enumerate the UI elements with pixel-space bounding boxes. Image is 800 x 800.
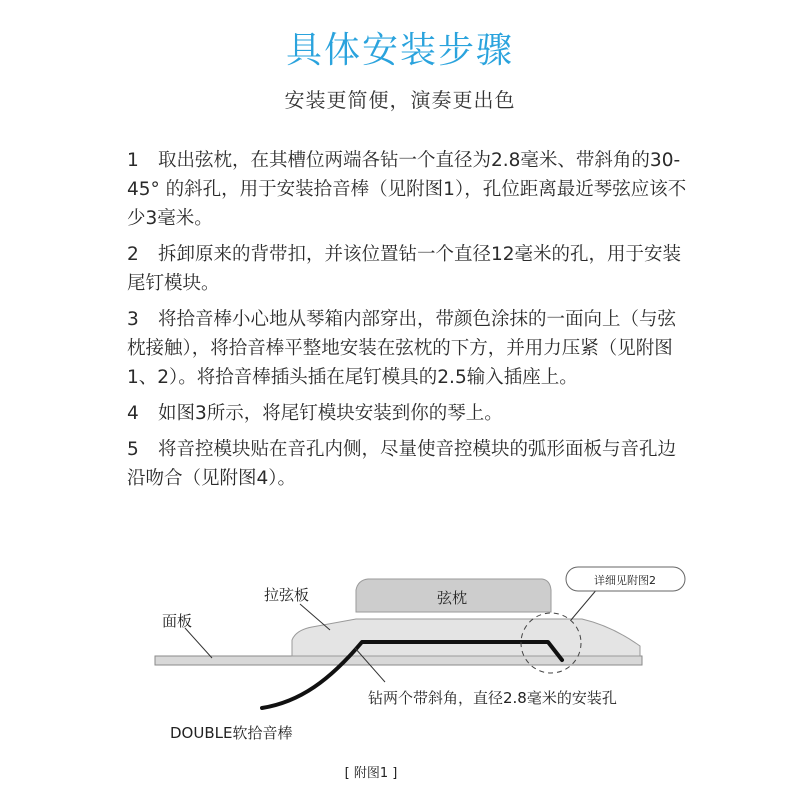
top-panel-strip bbox=[155, 656, 642, 665]
step-item bbox=[127, 146, 687, 233]
step-text: 拆卸原来的背带扣，并该位置钻一个直径12毫米的孔，用于安装尾钉模块。 bbox=[127, 244, 682, 294]
installation-diagram bbox=[0, 555, 800, 800]
detail-callout-label: 详细见附图2 bbox=[594, 574, 656, 587]
step-number: 5 bbox=[127, 439, 139, 460]
page-title: 具体安装步骤 bbox=[285, 30, 514, 71]
step-item bbox=[127, 399, 687, 428]
step-item bbox=[127, 240, 687, 298]
step-number: 3 bbox=[127, 309, 139, 330]
leader-line-panel bbox=[185, 628, 212, 658]
step-text: 将拾音棒小心地从琴箱内部穿出，带颜色涂抹的一面向上（与弦枕接触），将拾音棒平整地安装在弦枕的下方，并用力压紧（见附图1、2）。将拾音棒插头插在尾钉模具的2.5输入插座上。 bbox=[127, 309, 677, 388]
step-item bbox=[127, 435, 687, 493]
leader-line-detail bbox=[571, 588, 598, 620]
figure-caption: [ 附图1 ] bbox=[344, 766, 398, 781]
top-panel-label: 面板 bbox=[162, 612, 193, 630]
bridge-shape bbox=[292, 619, 640, 656]
step-number: 2 bbox=[127, 244, 139, 265]
step-number: 4 bbox=[127, 403, 139, 424]
step-text: 将音控模块贴在音孔内侧，尽量使音控模块的弧形面板与音孔边沿吻合（见附图4）。 bbox=[127, 439, 677, 489]
pickup-label: DOUBLE软拾音棒 bbox=[170, 724, 293, 742]
step-text: 取出弦枕，在其槽位两端各钻一个直径为2.8毫米、带斜角的30-45° 的斜孔，用于安装拾音棒（见附图1），孔位距离最近琴弦应该不少3毫米。 bbox=[127, 150, 687, 229]
step-text: 如图3所示，将尾钉模块安装到你的琴上。 bbox=[158, 403, 503, 424]
page-subtitle: 安装更简便，演奏更出色 bbox=[284, 88, 516, 112]
step-number: 1 bbox=[127, 150, 139, 171]
saddle-label: 弦枕 bbox=[436, 589, 468, 607]
drill-note-label: 钻两个带斜角，直径2.8毫米的安装孔 bbox=[368, 689, 617, 707]
step-item bbox=[127, 305, 687, 392]
steps-list bbox=[127, 146, 687, 500]
bridge-label: 拉弦板 bbox=[264, 586, 310, 604]
